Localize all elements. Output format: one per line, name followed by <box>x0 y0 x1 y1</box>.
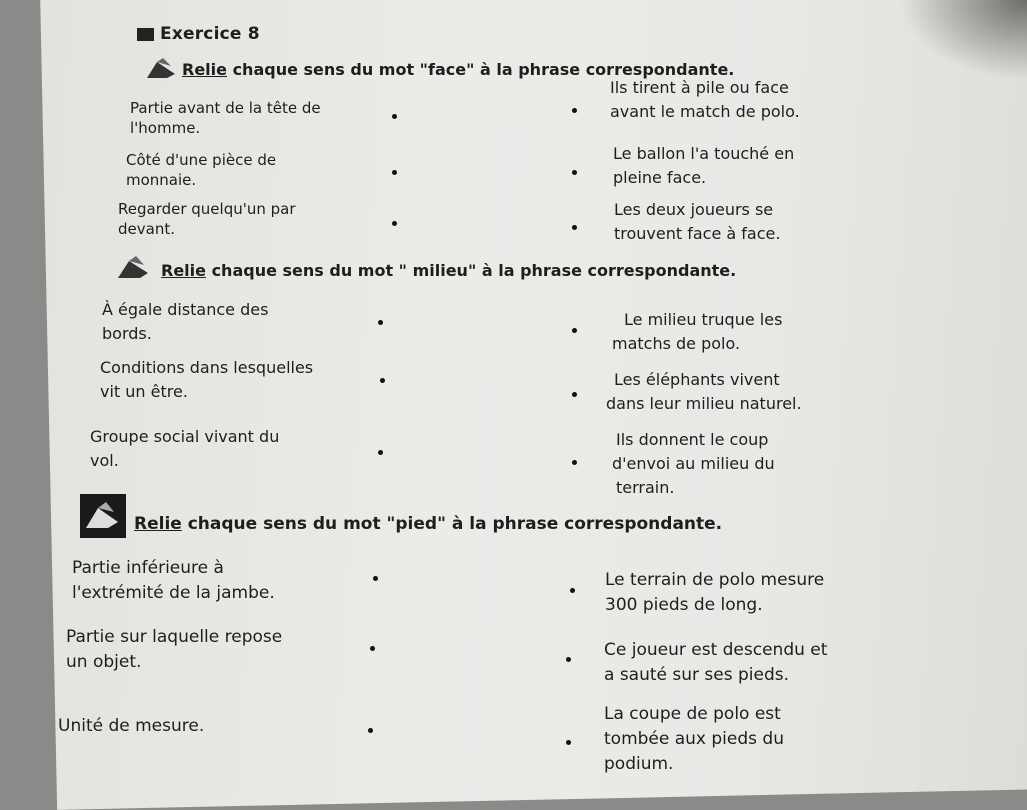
pied-left-3-dot[interactable] <box>368 728 373 733</box>
milieu-right-2-dot[interactable] <box>572 392 577 397</box>
pied-right-1: Le terrain de polo mesure 300 pieds de long. <box>605 570 825 615</box>
milieu-left-1-dot[interactable] <box>378 320 383 325</box>
milieu-left-2: Conditions dans lesquelles vit un être. <box>100 358 314 401</box>
milieu-right-2: Les éléphants vivent dans leur milieu naturel. <box>606 370 802 413</box>
face-right-2-dot[interactable] <box>572 170 577 175</box>
instruction-face-text: chaque sens du mot "face" à la phrase correspondante. <box>227 60 735 79</box>
pied-right-2-dot[interactable] <box>566 657 571 662</box>
face-left-1: Partie avant de la tête de l'homme. <box>130 99 321 137</box>
face-right-2: Le ballon l'a touché en pleine face. <box>613 144 795 187</box>
pied-right-3-dot[interactable] <box>566 740 571 745</box>
face-left-2: Côté d'une pièce de monnaie. <box>126 151 277 189</box>
milieu-right-1-dot[interactable] <box>572 328 577 333</box>
exercise-title: Exercice 8 <box>160 24 260 44</box>
face-right-3: Les deux joueurs se trouvent face à face. <box>614 200 781 243</box>
instruction-face-verb: Relie <box>182 60 227 79</box>
pied-left-2: Partie sur laquelle repose un objet. <box>66 627 283 672</box>
instruction-milieu-text: chaque sens du mot " milieu" à la phrase correspondante. <box>206 261 737 280</box>
pied-left-1-dot[interactable] <box>373 576 378 581</box>
instruction-pied-verb: Relie <box>134 514 182 534</box>
face-left-1-dot[interactable] <box>392 114 397 119</box>
pied-left-1: Partie inférieure à l'extrémité de la jambe. <box>72 558 275 603</box>
face-left-3-dot[interactable] <box>392 221 397 226</box>
pied-right-1-dot[interactable] <box>570 588 575 593</box>
pencil-icon <box>80 494 126 538</box>
milieu-left-3: Groupe social vivant du vol. <box>90 427 280 470</box>
pencil-icon <box>116 254 154 282</box>
title-square-bullet <box>137 28 154 41</box>
milieu-left-2-dot[interactable] <box>380 378 385 383</box>
face-left-3: Regarder quelqu'un par devant. <box>118 200 296 238</box>
face-right-3-dot[interactable] <box>572 225 577 230</box>
instruction-pied <box>134 514 722 534</box>
face-left-2-dot[interactable] <box>392 170 397 175</box>
pied-right-2: Ce joueur est descendu et a sauté sur ses pieds. <box>604 640 828 685</box>
milieu-right-3: Ils donnent le coup d'envoi au milieu du terrain. <box>612 430 775 497</box>
instruction-milieu-verb: Relie <box>161 261 206 280</box>
instruction-pied-text: chaque sens du mot "pied" à la phrase correspondante. <box>181 514 723 534</box>
milieu-left-3-dot[interactable] <box>378 450 383 455</box>
page-shadow <box>900 0 1027 80</box>
pied-right-3: La coupe de polo est tombée aux pieds du podium. <box>604 704 784 774</box>
milieu-right-3-dot[interactable] <box>572 460 577 465</box>
face-right-1: Ils tirent à pile ou face avant le match de polo. <box>610 78 800 121</box>
pencil-icon <box>145 56 179 82</box>
instruction-milieu <box>161 261 736 280</box>
pied-left-3: Unité de mesure. <box>58 716 205 736</box>
milieu-left-1: À égale distance des bords. <box>102 300 269 343</box>
pied-left-2-dot[interactable] <box>370 646 375 651</box>
face-right-1-dot[interactable] <box>572 108 577 113</box>
milieu-right-1: Le milieu truque les matchs de polo. <box>612 310 783 353</box>
